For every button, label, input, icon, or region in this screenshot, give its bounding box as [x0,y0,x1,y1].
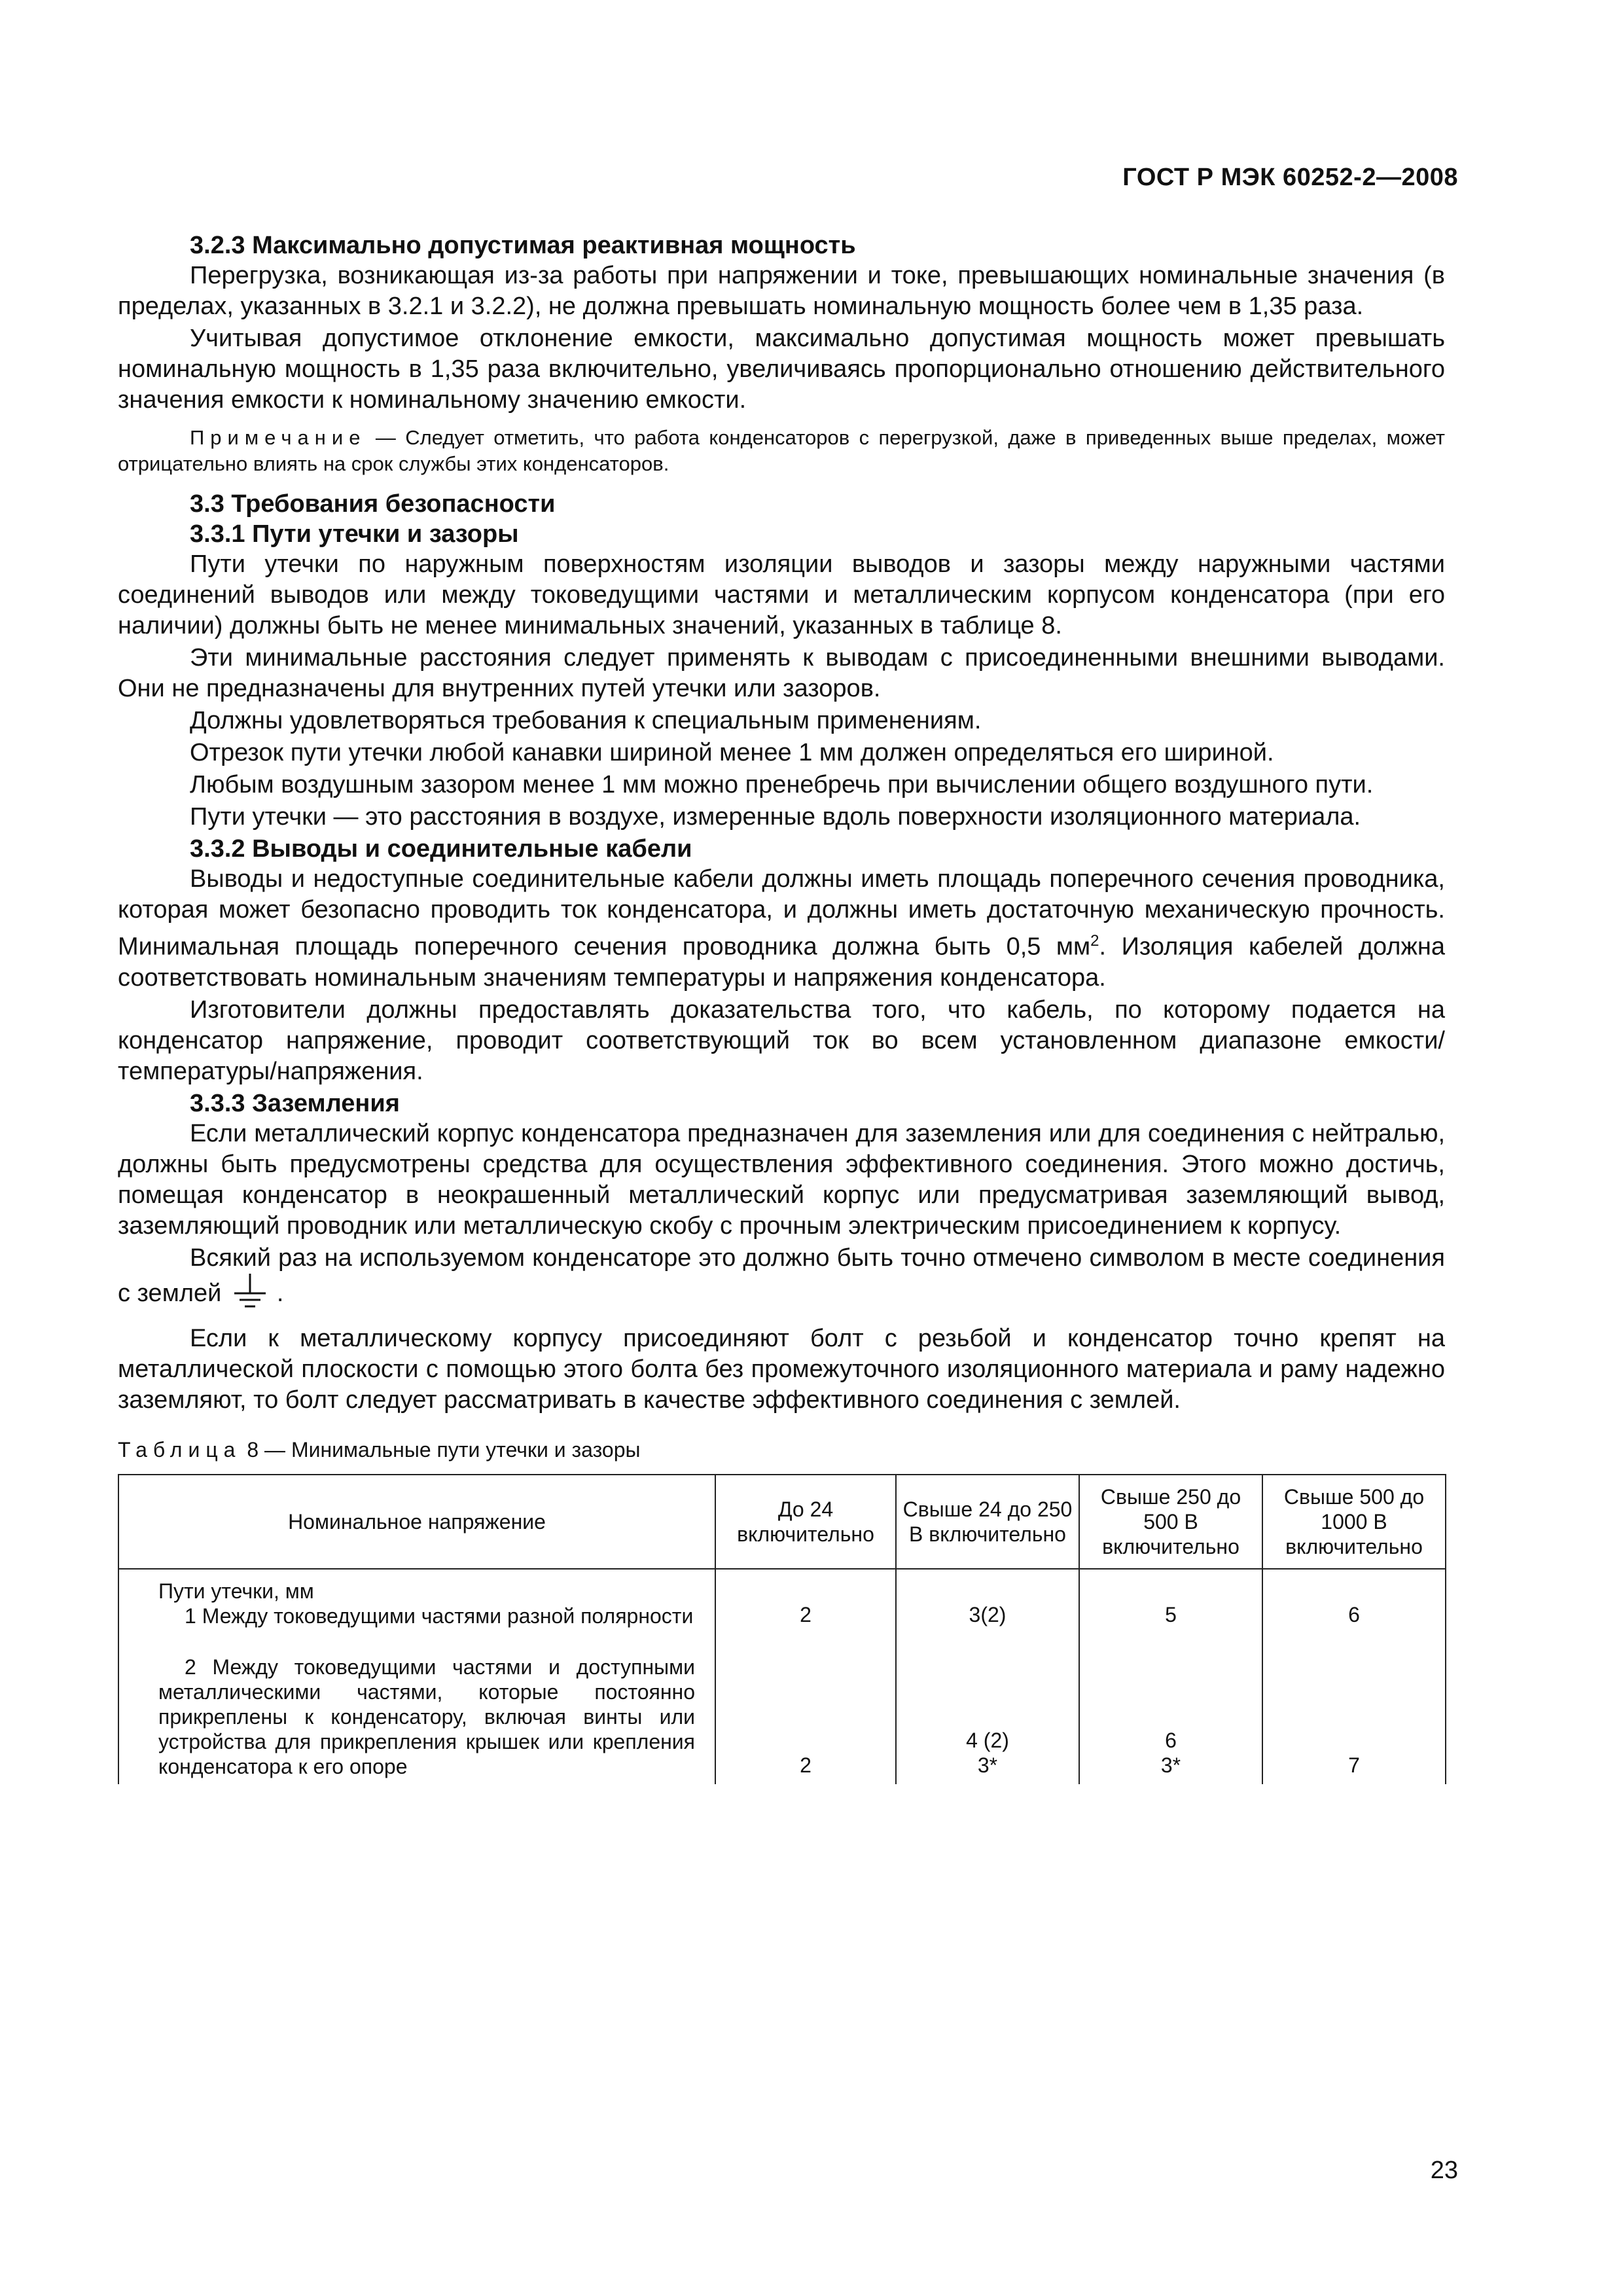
column-header: Свыше 250 до 500 В включительно [1079,1475,1262,1569]
document-header: ГОСТ Р МЭК 60252-2—2008 [1122,164,1458,191]
table-cell: 7 [1262,1631,1446,1784]
table-cell-label [118,1569,715,1631]
column-header: Номинальное напряжение [118,1475,715,1569]
section-3-2-3-paragraph-2: Учитывая допустимое отклонение емкости, максимально допустимая мощность может превышать номинальную мощность в 1,35 раза включительно, увеличиваясь пропорционально отношению действительного значения емкости к номинальному значению емкости. [118,325,1445,414]
section-3-3-1-paragraph-2: Эти минимальные расстояния следует применять к выводам с присоединенными внешними выводами. Они не предназначены для внутренних путей утечки или зазоров. [118,644,1445,702]
cell-value: 4 (2) [966,1728,1009,1752]
section-3-3-2-paragraph-1 [118,864,1445,994]
section-3-2-3-heading: 3.2.3 Максимально допустимая реактивная мощность [190,232,856,259]
row-label: 2 Между токоведущими частями и доступными металлическими частями, которые постоянно прикреплены к конденсатору, включая винты или устройства для прикрепления крышек или крепления конденсатора к его опоре [158,1655,695,1778]
section-3-3-heading: 3.3 Требования безопасности [190,490,556,518]
table-row [118,1631,1446,1784]
cell-value: 6 [1165,1728,1177,1752]
paragraph-text: . [270,1279,284,1307]
section-3-3-1-paragraph-5: Любым воздушным зазором менее 1 мм можно пренебречь при вычислении общего воздушного пути. [190,771,1374,798]
table-cell: 2 [715,1569,896,1631]
section-3-3-3-paragraph-2 [118,1243,1445,1312]
section-3-3-1-paragraph-6: Пути утечки — это расстояния в воздухе, измеренные вдоль поверхности изоляционного материала. [190,803,1361,831]
table-cell: 2 [715,1631,896,1784]
table-cell: 5 [1079,1569,1262,1631]
section-3-3-1-paragraph-4: Отрезок пути утечки любой канавки шириной менее 1 мм должен определяться его шириной. [190,739,1274,766]
paragraph-text: Выводы и недоступные соединительные кабели должны иметь площадь поперечного сечения проводника, которая может безопасно проводить ток конденсатора, и должны иметь достаточную механическую прочность. Минимальная площадь поперечного сечения проводника должна быть 0,5 мм [118,865,1445,961]
note-label: Примечание [190,426,366,449]
section-3-2-3-paragraph-1: Перегрузка, возникающая из-за работы при напряжении и токе, превышающих номинальные значения (в пределах, указанных в 3.2.1 и 3.2.2), не должна превышать номинальную мощность более чем в 1,35 раза. [118,262,1445,320]
row-label: 1 Между токоведущими частями разной полярности [185,1604,694,1628]
table-header-row [118,1475,1446,1569]
section-3-3-1-heading: 3.3.1 Пути утечки и зазоры [190,520,519,548]
table-caption-label: Таблица [118,1437,241,1462]
group-label: Пути утечки, мм [158,1579,314,1603]
section-3-3-2-heading: 3.3.2 Выводы и соединительные кабели [190,835,692,863]
column-header: Свыше 24 до 250 В включительно [896,1475,1079,1569]
page-number: 23 [1430,2157,1458,2184]
section-3-3-3-heading: 3.3.3 Заземления [190,1089,400,1117]
table-caption-text: 8 — Минимальные пути утечки и зазоры [241,1437,641,1462]
earth-ground-icon [230,1274,270,1312]
main-content [118,230,1445,1784]
cell-value: 3* [977,1753,998,1777]
column-header: До 24 включительно [715,1475,896,1569]
column-header: Свыше 500 до 1000 В включительно [1262,1475,1446,1569]
table-cell: 6 [1262,1569,1446,1631]
cell-value: 3* [1160,1753,1181,1777]
table-cell-label [118,1631,715,1784]
section-3-3-1-paragraph-1: Пути утечки по наружным поверхностям изоляции выводов и зазоры между наружными частями соединений выводов или между токоведущими частями и металлическим корпусом конденсатора (при его наличии) должны быть не менее минимальных значений, указанных в таблице 8. [118,550,1445,639]
section-3-3-3-paragraph-1: Если металлический корпус конденсатора предназначен для заземления или для соединения с нейтралью, должны быть предусмотрены средства для осуществления эффективного соединения. Этого можно достичь, помещая конденсатор в неокрашенный металлический корпус или предусматривая заземляющий вывод, заземляющий проводник или металлическую скобу с прочным электрическим присоединением к корпусу. [118,1119,1445,1240]
table-cell [1079,1631,1262,1784]
paragraph-text: Всякий раз на используемом конденсаторе это должно быть точно отмечено символом в месте соединения с землей [118,1244,1445,1307]
table-caption [118,1438,1445,1462]
section-3-3-3-paragraph-3: Если к металлическому корпусу присоединяют болт с резьбой и конденсатор точно крепят на металлической плоскости с помощью этого болта без промежуточного изоляционного материала и раму надежно заземляют, то болт следует рассматривать в качестве эффективного соединения с землей. [118,1324,1445,1414]
table-cell [896,1631,1079,1784]
note-text: — Следует отметить, что работа конденсаторов с перегрузкой, даже в приведенных выше пределах, может отрицательно влиять на срок службы этих конденсаторов. [118,426,1445,475]
paragraph-text: . Изоляция кабелей должна соответствовать номинальным значениям температуры и напряжения конденсатора. [118,933,1445,992]
table-cell: 3(2) [896,1569,1079,1631]
table-8 [118,1474,1446,1784]
table-row [118,1569,1446,1631]
superscript: 2 [1090,932,1099,950]
section-3-3-1-paragraph-3: Должны удовлетворяться требования к специальным применениям. [190,707,982,734]
note [118,425,1445,477]
section-3-3-2-paragraph-2: Изготовители должны предоставлять доказательства того, что кабель, по которому подается на конденсатор напряжение, проводит соответствующий ток во всем установленном диапазоне емкости/температуры/напряжения. [118,996,1445,1085]
